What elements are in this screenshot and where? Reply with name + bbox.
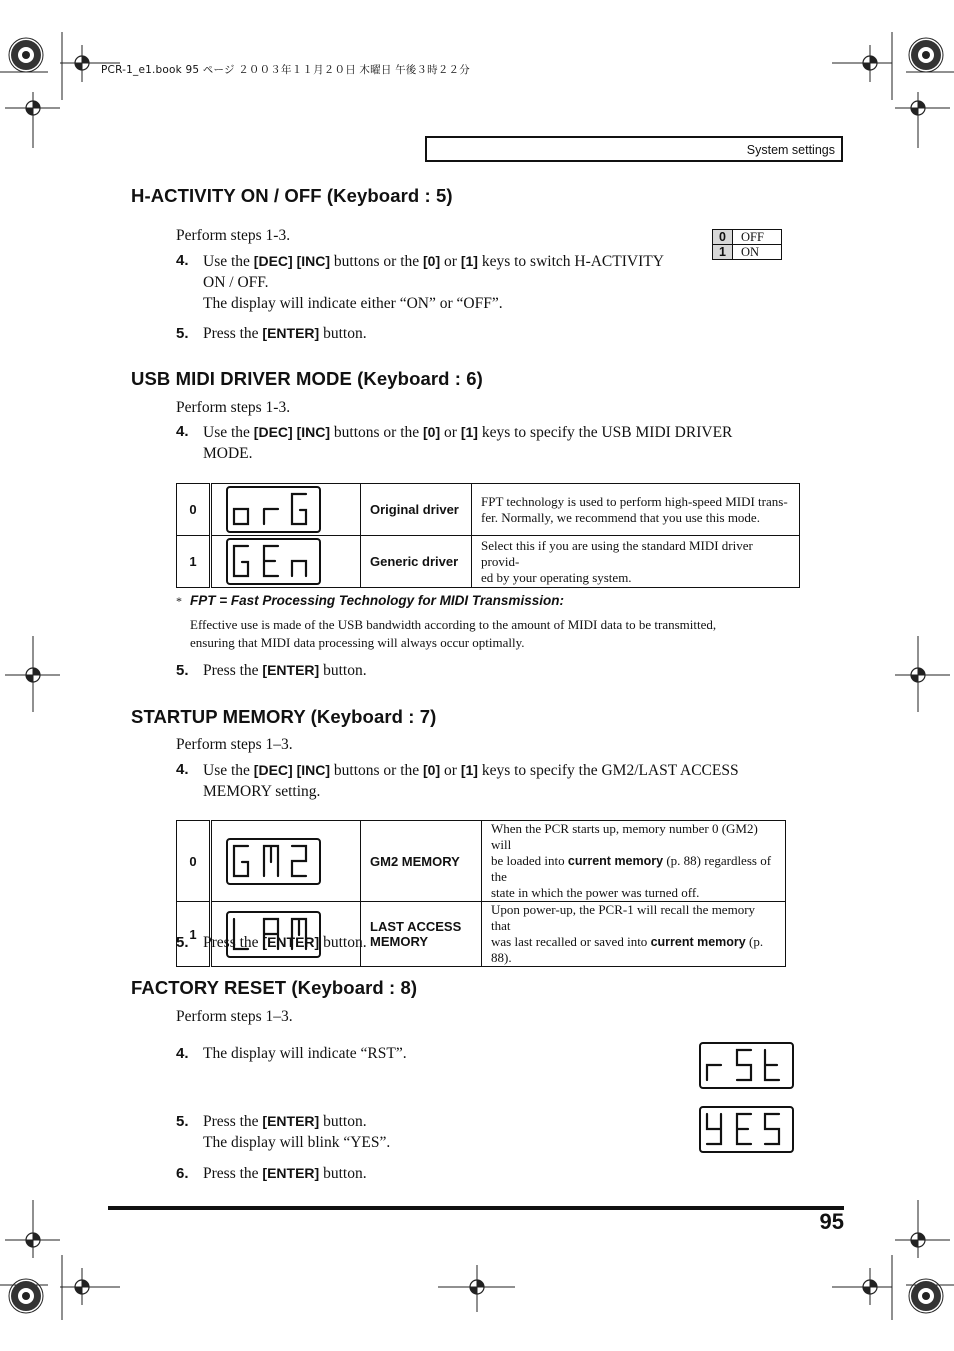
table-row <box>177 484 800 536</box>
usb-midi-table <box>176 483 800 588</box>
footer-rule <box>108 1206 844 1210</box>
factory-reset-title: FACTORY RESET (Keyboard : 8) <box>131 977 418 998</box>
startup-intro: Perform steps 1–3. <box>176 736 293 753</box>
note-body: Effective use is made of the USB bandwidth according to the amount of MIDI data to be transmitted, ensuring that MIDI data processing will always occur optimally. <box>190 617 717 650</box>
row-description: FPT technology is used to perform high-speed MIDI trans- fer. Normally, we recommend that you use this mode. <box>472 484 800 536</box>
usb-midi-title: USB MIDI DRIVER MODE (Keyboard : 6) <box>131 368 483 389</box>
note-star: * <box>176 594 182 608</box>
step-number: 5. <box>176 325 189 342</box>
row-index: 1 <box>177 536 211 588</box>
lcd-display-gen-icon <box>226 538 321 585</box>
lcd-display-org-icon <box>226 486 321 533</box>
step-number: 5. <box>176 934 189 951</box>
factory-intro: Perform steps 1–3. <box>176 1008 293 1025</box>
row-description: Upon power-up, the PCR-1 will recall the memory that was last recalled or saved into current memory (p. 88). <box>482 902 786 967</box>
table-row <box>177 536 800 588</box>
step-number: 6. <box>176 1165 189 1182</box>
factory-step5: Press the [ENTER] button. The display will blink “YES”. <box>203 1113 391 1151</box>
row-index: 0 <box>177 821 211 902</box>
row-description: Select this if you are using the standard MIDI driver provid- ed by your operating system. <box>472 536 800 588</box>
usb-midi-intro: Perform steps 1-3. <box>176 399 291 416</box>
table-row <box>177 821 786 902</box>
file-info-header: PCR-1_e1.book 95 ページ ２００３年１１月２０日 木曜日 午後３時２２分 <box>101 64 470 76</box>
row-label: Generic driver <box>361 536 472 588</box>
step-number: 4. <box>176 761 189 778</box>
usb-midi-step4: Use the [DEC] [INC] buttons or the [0] or [1] keys to specify the USB MIDI DRIVER MODE. <box>203 424 733 462</box>
factory-step4: The display will indicate “RST”. <box>203 1045 407 1062</box>
option-value: ON <box>733 245 782 260</box>
option-index: 0 <box>713 230 733 245</box>
section-label: System settings <box>746 143 835 157</box>
h-activity-step5: Press the [ENTER] button. <box>203 325 367 342</box>
startup-step5: Press the [ENTER] button. <box>203 934 367 951</box>
table-row <box>713 245 782 260</box>
h-activity-intro: Perform steps 1-3. <box>176 227 291 244</box>
lcd-cell <box>211 536 361 588</box>
row-label: GM2 MEMORY <box>361 821 482 902</box>
row-label: Original driver <box>361 484 472 536</box>
row-index: 0 <box>177 484 211 536</box>
step-number: 4. <box>176 1045 189 1062</box>
row-description: When the PCR starts up, memory number 0 (GM2) will be loaded into current memory (p. 88) regardless of the state in which the power was turned off. <box>482 821 786 902</box>
lcd-cell <box>211 821 361 902</box>
row-index: 1 <box>177 902 211 967</box>
lcd-display-yes-icon <box>699 1106 794 1153</box>
step-number: 5. <box>176 1113 189 1130</box>
table-row <box>713 230 782 245</box>
lcd-cell <box>211 484 361 536</box>
startup-memory-title: STARTUP MEMORY (Keyboard : 7) <box>131 706 437 727</box>
page-number: 95 <box>819 1209 844 1234</box>
lcd-display-gm2-icon <box>226 838 321 885</box>
option-index: 1 <box>713 245 733 260</box>
section-label-box <box>425 136 843 162</box>
h-activity-step4: Use the [DEC] [INC] buttons or the [0] or [1] keys to switch H-ACTIVITY ON / OFF. The display will indicate either “ON” or “OFF”. <box>203 253 664 312</box>
h-activity-options-table <box>712 229 782 260</box>
factory-step6: Press the [ENTER] button. <box>203 1165 367 1182</box>
note-title: FPT = Fast Processing Technology for MIDI Transmission: <box>190 593 564 608</box>
h-activity-title: H-ACTIVITY ON / OFF (Keyboard : 5) <box>131 185 453 206</box>
step-number: 4. <box>176 252 189 269</box>
startup-step4: Use the [DEC] [INC] buttons or the [0] or [1] keys to specify the GM2/LAST ACCESS MEMORY setting. <box>203 762 739 800</box>
row-label: LAST ACCESS MEMORY <box>361 902 482 967</box>
option-value: OFF <box>733 230 782 245</box>
usb-midi-step5: Press the [ENTER] button. <box>203 662 367 679</box>
step-number: 4. <box>176 423 189 440</box>
step-number: 5. <box>176 662 189 679</box>
lcd-display-rst-icon <box>699 1042 794 1089</box>
